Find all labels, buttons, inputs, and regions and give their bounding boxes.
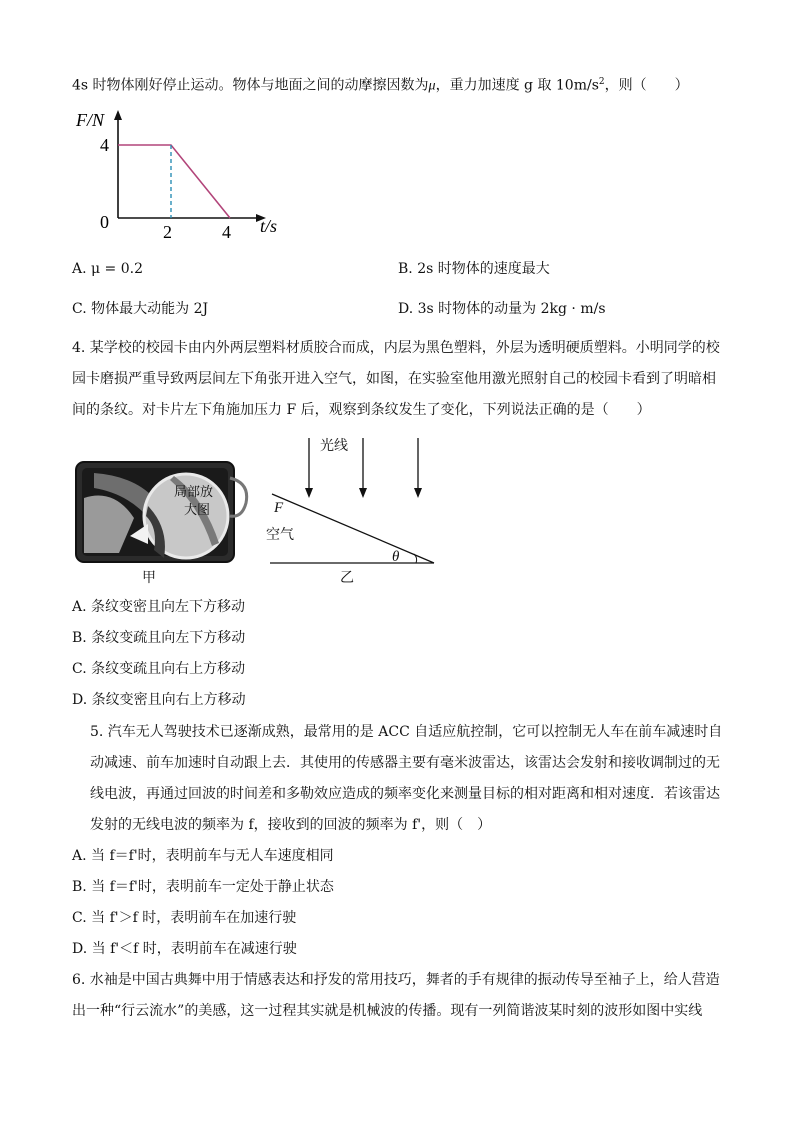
air-wedge-diagram [262, 432, 452, 590]
origin-label: 0 [100, 212, 109, 232]
y-tick-4: 4 [100, 135, 109, 155]
air-label: 空气 [266, 527, 294, 543]
x-axis-label: t/s [260, 216, 278, 236]
superscript: 2 [598, 77, 605, 87]
light-ray-3-head [414, 488, 422, 498]
q4-option-c: C. 条纹变疏且向右上方移动 [72, 661, 246, 677]
q5-option-d: D. 当 f'＜f 时，表明前车在减速行驶 [72, 941, 297, 957]
force-time-graph [70, 108, 300, 243]
force-curve [118, 145, 230, 218]
top-plate [272, 494, 434, 563]
q5-stem-line4: 发射的无线电波的频率为 f，接收到的回波的频率为 f'，则（ ） [90, 817, 492, 833]
q4-option-b: B. 条纹变疏且向左下方移动 [72, 630, 246, 646]
q6-stem-line2: 出一种“行云流水”的美感，这一过程其实就是机械波的传播。现有一列简谐波某时刻的波形如图中实线 [72, 1003, 703, 1019]
q3-option-d: D. 3s 时物体的动量为 2kg · m/s [398, 301, 606, 317]
zoom-label-2: 大图 [184, 503, 211, 518]
q3-option-b: B. 2s 时物体的速度最大 [398, 261, 550, 277]
figure-jia-caption: 甲 [142, 570, 156, 586]
x-tick-2: 2 [163, 222, 172, 242]
q4-stem-line1: 4. 某学校的校园卡由内外两层塑料材质胶合而成，内层为黑色塑料，外层为透明硬质塑料。小明同学的校 [72, 340, 720, 356]
q5-option-b: B. 当 f＝f'时，表明前车一定处于静止状态 [72, 879, 334, 895]
y-axis-arrow [114, 110, 122, 120]
force-label: F [274, 500, 284, 516]
q4-stem-line2: 园卡磨损严重导致两层间左下角张开进入空气，如图，在实验室他用激光照射自己的校园卡看到了明暗相 [72, 371, 716, 387]
q4-option-d: D. 条纹变密且向右上方移动 [72, 692, 246, 708]
y-axis-label: F/N [76, 110, 105, 130]
q3-stem [72, 72, 689, 97]
mu-symbol: μ [428, 78, 436, 94]
q5-option-a: A. 当 f＝f'时，表明前车与无人车速度相同 [72, 848, 334, 864]
light-label: 光线 [320, 438, 348, 454]
figure-yi-caption: 乙 [340, 570, 354, 586]
q6-stem-line1: 6. 水袖是中国古典舞中用于情感表达和抒发的常用技巧，舞者的手有规律的振动传导至袖子上，给人营造 [72, 972, 720, 988]
q4-stem-line3: 间的条纹。对卡片左下角施加压力 F 后，观察到条纹发生了变化，下列说法正确的是（ ） [72, 402, 651, 418]
angle-label: θ [392, 549, 400, 565]
zoom-label-1: 局部放 [174, 485, 214, 500]
q4-option-a: A. 条纹变密且向左下方移动 [72, 599, 246, 615]
q5-stem-line2: 动减速、前车加速时自动跟上去．其使用的传感器主要有毫米波雷达，该雷达会发射和接收调制过的无 [90, 755, 720, 771]
q3-option-a: A. μ = 0.2 [72, 261, 144, 277]
x-tick-4: 4 [222, 222, 231, 242]
q3-option-c: C. 物体最大动能为 2J [72, 301, 209, 317]
q3-stem-text-2: ，重力加速度 g 取 10m/s [435, 77, 599, 94]
q5-stem-line3: 线电波，再通过回波的时间差和多勒效应造成的频率变化来测量目标的相对距离和相对速度．若该雷达 [90, 786, 720, 802]
q5-option-c: C. 当 f'＞f 时，表明前车在加速行驶 [72, 910, 297, 926]
q5-stem-line1: 5. 汽车无人驾驶技术已逐渐成熟，最常用的是 ACC 自适应航控制，它可以控制无人车在前车减速时自 [90, 724, 723, 740]
light-ray-1-head [305, 488, 313, 498]
light-ray-2-head [359, 488, 367, 498]
campus-card-figure [74, 458, 254, 586]
q3-stem-text: 4s 时物体刚好停止运动。物体与地面之间的动摩擦因数为 [72, 77, 429, 94]
q3-stem-text-3: ，则（ ） [604, 77, 689, 94]
